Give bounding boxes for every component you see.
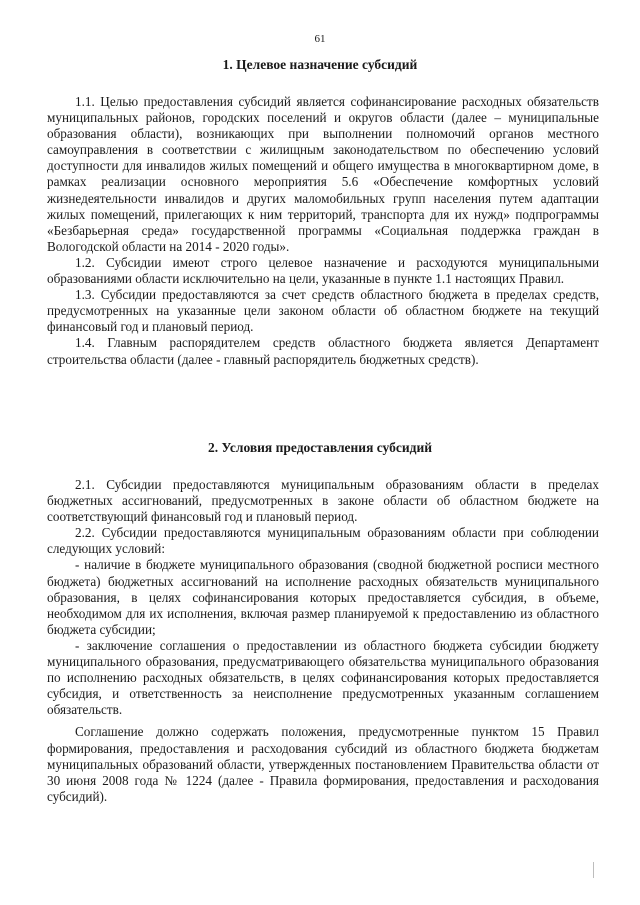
section-2-title: 2. Условия предоставления субсидий	[207, 440, 433, 455]
agreement-requirements: Соглашение должно содержать положения, предусмотренные пунктом 15 Правил формирования, предоставления и расходования субсидий из областного бюджета бюджетам муниципальных образований области, утвержденных постановлением Правительства области от 30 июня 2008 года № 1224 (далее - Правила формирования, предоставления и расходования субсидий).	[47, 724, 599, 804]
section-2-body	[47, 477, 599, 805]
paragraph-1-1: 1.1. Целью предоставления субсидий является софинансирование расходных обязательств муниципальных районов, городских поселений и округов области (далее – муниципальные образования области), возникающих при выполнении полномочий органов местного самоуправления в соответствии с жилищным законодательством по обеспечению условий доступности для инвалидов жилых помещений и общего имущества в многоквартирном доме, в рамках реализации основного мероприятия 5.6 «Обеспечение комфортных условий жизнедеятельности инвалидов и других маломобильных групп населения путем адаптации жилых помещений, прилегающих к ним территорий, транспорта для их нужд» подпрограммы «Безбарьерная среда» государственной программы «Социальная поддержка граждан в Вологодской области на 2014 - 2020 годы».	[47, 94, 599, 254]
paragraph-1-2: 1.2. Субсидии имеют строго целевое назначение и расходуются муниципальными образованиями области исключительно на цели, указанные в пункте 1.1 настоящих Правил.	[47, 254, 599, 287]
paragraph-2-2: 2.2. Субсидии предоставляются муниципальным образованиям области при соблюдении следующих условий:	[47, 525, 599, 557]
section-1-body	[47, 94, 599, 368]
paragraph-1-4: 1.4. Главным распорядителем средств областного бюджета является Департамент строительства области (далее - главный распорядитель бюджетных средств).	[47, 335, 599, 367]
scan-edge-mark	[593, 862, 594, 878]
page-number: 61	[314, 33, 326, 45]
condition-agreement: - заключение соглашения о предоставлении из областного бюджета субсидии бюджету муниципального образования, предусматривающего обязательства муниципального образования по исполнению расходных обязательств, в целях софинансирования которых предоставляется субсидия, и ответственность за неисполнение предусмотренных указанным соглашением обязательств.	[47, 637, 599, 718]
paragraph-1-3: 1.3. Субсидии предоставляются за счет средств областного бюджета в пределах средств, предусмотренных на указанные цели законом области об областном бюджете на текущий финансовый год и плановый период.	[47, 287, 599, 335]
section-1-title: 1. Целевое назначение субсидий	[222, 57, 418, 72]
condition-budget-allocations: - наличие в бюджете муниципального образования (сводной бюджетной росписи местного бюджета) бюджетных ассигнований на исполнение расходных обязательств муниципального образования, в целях софинансирования которых предоставляется субсидия, в объеме, необходимом для их исполнения, включая размер планируемой к предоставлению из областного бюджета субсидии;	[47, 557, 599, 637]
paragraph-2-1: 2.1. Субсидии предоставляются муниципальным образованиям области в пределах бюджетных ассигнований, предусмотренных в законе области об областном бюджете на соответствующий финансовый год и плановый период.	[47, 477, 599, 525]
